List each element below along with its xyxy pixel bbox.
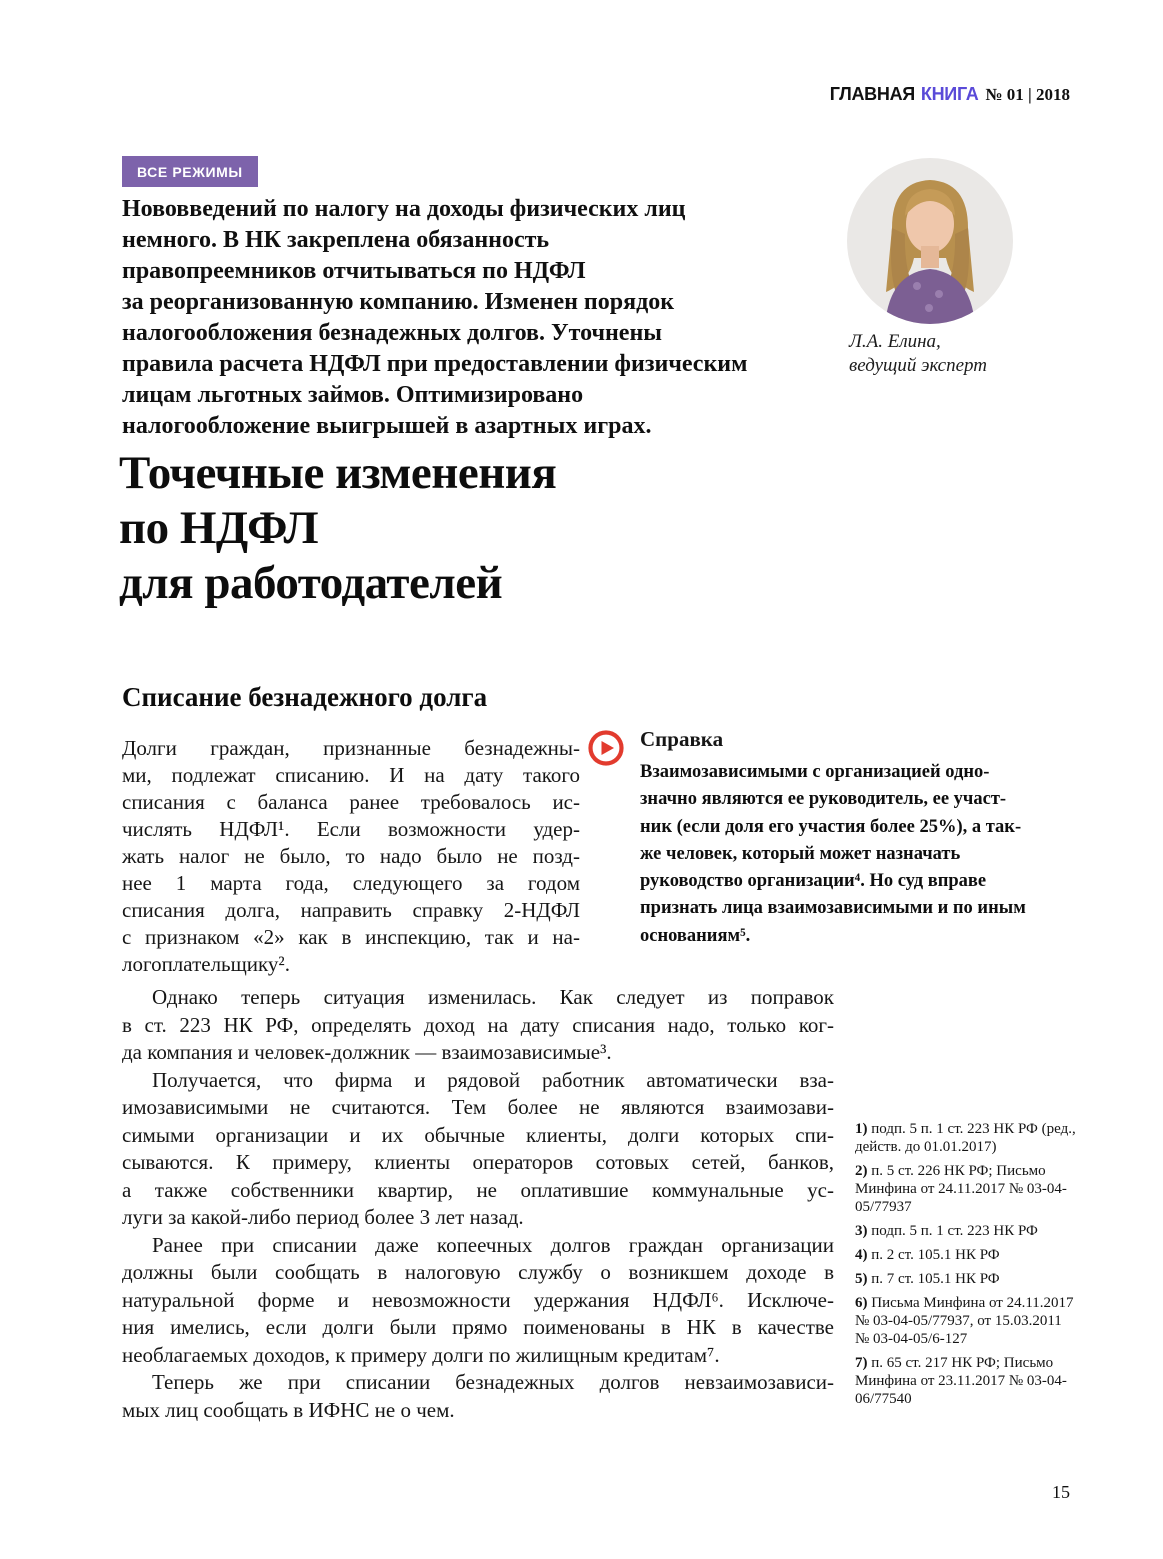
- body-paragraph-2: Однако теперь ситуация изменилась. Как следует из поправок в ст. 223 НК РФ, определять доход на дату списания надо, только ког- да компания и человек-должник — взаимозависимые³.: [122, 985, 834, 1064]
- author-caption: [849, 330, 1069, 378]
- issue-number: № 01 | 2018: [985, 85, 1070, 104]
- footnote-item: [855, 1246, 1077, 1264]
- footnote-text: Письма Минфина от 24.11.2017 № 03-04-05/77937, от 15.03.2011 № 03-04-05/6-127: [855, 1295, 1074, 1347]
- footnote-text: п. 5 ст. 226 НК РФ; Письмо Минфина от 24.11.2017 № 03-04-05/77937: [855, 1163, 1067, 1215]
- body-paragraph-3: Получается, что фирма и рядовой работник автоматически вза- имозависимыми не считаются. Тем более не являются взаимозави- симыми организации и их обычные клиенты, долги которых спи- сываются. К примеру, клиенты операторов сотовых сетей, банков, а также собственники квартир, не оплатившие коммунальные ус- луги за какой-либо период более 3 лет назад.: [122, 1067, 834, 1229]
- brand-name-black: ГЛАВНАЯ: [829, 84, 915, 104]
- footnote-text: п. 65 ст. 217 НК РФ; Письмо Минфина от 23.11.2017 № 03-04-06/77540: [855, 1355, 1067, 1407]
- brand-name-accent: КНИГА: [920, 84, 979, 104]
- note-text: Взаимозависимыми с организацией одно- значно являются ее руководитель, ее участ- ник (если доля его участия более 25%), а так- же человек, который может назначать руководство организации⁴. Но суд вправе признать лица взаимозависимыми и по иным основаниям⁵.: [640, 762, 1026, 946]
- footnote-number: 5): [855, 1271, 868, 1287]
- footnote-item: [855, 1120, 1077, 1156]
- footnote-item: [855, 1354, 1077, 1408]
- author-name: Л.А. Елина,: [849, 331, 941, 352]
- footnote-item: [855, 1222, 1077, 1240]
- footnote-number: 6): [855, 1295, 868, 1311]
- author-photo: [847, 158, 1013, 324]
- footnote-item: [855, 1294, 1077, 1348]
- article-title: Точечные изменения по НДФЛ для работодателей: [119, 447, 557, 609]
- author-role: ведущий эксперт: [849, 355, 987, 376]
- footnote-item: [855, 1270, 1077, 1288]
- body-paragraph-5: Теперь же при списании безнадежных долгов невзаимозависи- мых лиц сообщать в ИФНС не о чем.: [122, 1370, 834, 1422]
- regime-badge: ВСЕ РЕЖИМЫ: [122, 156, 258, 187]
- body-paragraph-4: Ранее при списании даже копеечных долгов граждан организации должны были сообщать в налоговую службу о возникшем доходе в натуральной форме и невозможности удержания НДФЛ⁶. Исключе- ния имелись, если долги были прямо поименованы в НК в качестве необлагаемых доходов, к примеру долги по жилищным кредитам⁷.: [122, 1232, 834, 1367]
- note-heading: Справка: [640, 727, 724, 751]
- page-number: 15: [1052, 1482, 1070, 1502]
- section-heading: Списание безнадежного долга: [122, 682, 488, 712]
- portrait-photo: [847, 158, 1013, 324]
- footnote-number: 2): [855, 1163, 868, 1179]
- footnote-number: 1): [855, 1121, 868, 1137]
- footnote-text: подп. 5 п. 1 ст. 223 НК РФ: [871, 1223, 1038, 1239]
- footnote-text: подп. 5 п. 1 ст. 223 НК РФ (ред., действ. до 01.01.2017): [855, 1121, 1076, 1155]
- footnote-number: 4): [855, 1247, 868, 1263]
- reference-note: [588, 727, 1066, 950]
- footnote-number: 3): [855, 1223, 868, 1239]
- masthead: [830, 84, 1070, 105]
- footnote-item: [855, 1162, 1077, 1216]
- play-icon: [588, 730, 624, 766]
- footnote-text: п. 7 ст. 105.1 НК РФ: [871, 1271, 1000, 1287]
- body-main: [122, 984, 834, 1424]
- footnote-number: 7): [855, 1355, 868, 1371]
- footnotes-list: [855, 1120, 1077, 1414]
- article-lede: Нововведений по налогу на доходы физических лиц немного. В НК закреплена обязанность правопреемников отчитываться по НДФЛ за реорганизованную компанию. Изменен порядок налогообложения безнадежных долгов. Уточнены правила расчета НДФЛ при предоставлении физическим лицам льготных займов. Оптимизировано налогообложение выигрышей в азартных играх.: [122, 196, 748, 439]
- footnote-text: п. 2 ст. 105.1 НК РФ: [871, 1247, 1000, 1263]
- body-paragraph-1: Долги граждан, признанные безнадежны- ми, подлежат списанию. И на дату такого списания с баланса ранее требовалось ис- числять НДФЛ¹. Если возможности удер- жать налог не было, то надо было не позд- нее 1 марта года, следующего за годом списания долга, направить справку 2-НДФЛ с признаком «2» как в инспекцию, так и на- логоплательщику².: [122, 736, 580, 976]
